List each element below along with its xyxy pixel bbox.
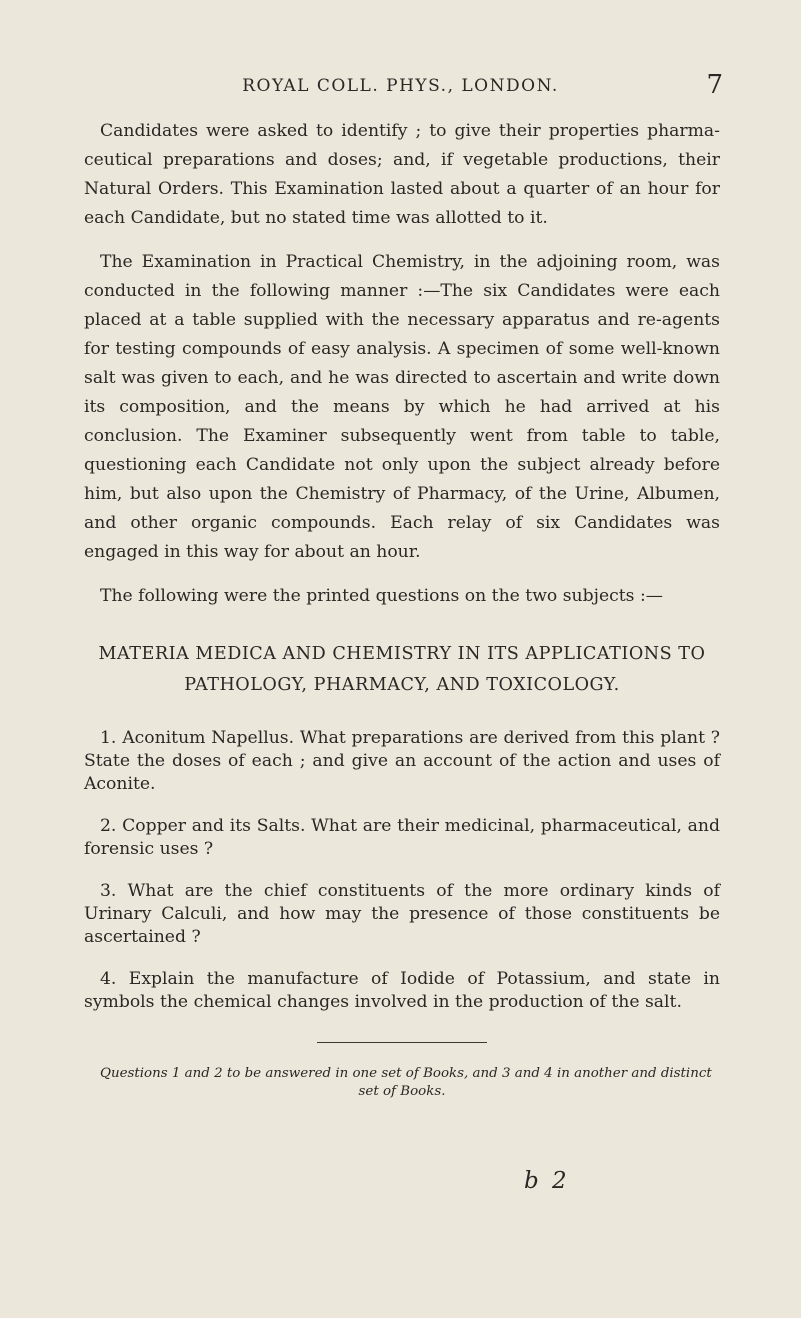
paragraph-practical-chemistry: The Examination in Practical Chemistry, in the adjoining room, was conducted in the following manner :—The six Candidates were each placed at a table supplied with the necessary apparatus and re-agents for testing compounds of easy analysis. A specimen of some well-known salt was given to each, and he was directed to ascertain and write down its composition, and the means by which he had arrived at his conclusion. The Examiner subsequently went from table to table, questioning each Candidate not only upon the subject already before him, but also upon the Chemistry of Pharmacy, of the Urine, Albumen, and other organic compounds. Each relay of six Candidates was engaged in this way for about an hour. (84, 252, 720, 562)
divider-rule (317, 1042, 487, 1043)
page-number: 7 (706, 70, 723, 100)
footnote-continuation: set of Books. (358, 1084, 446, 1099)
question-4: 4. Explain the manufacture of Iodide of Potassium, and state in symbols the chemical changes involved in the production of the salt. (84, 969, 720, 1012)
question-3: 3. What are the chief constituents of the more ordinary kinds of Urinary Calculi, and how may the presence of those constituents be ascertained ? (84, 881, 720, 947)
footnote: Questions 1 and 2 to be answered in one set of Books, and 3 and 4 in another and distinct (100, 1066, 712, 1081)
question-2: 2. Copper and its Salts. What are their medicinal, pharmaceutical, and forensic uses ? (84, 816, 720, 859)
section-heading-line-2: PATHOLOGY, PHARMACY, AND TOXICOLOGY. (184, 675, 620, 695)
section-heading-line-1: MATERIA MEDICA AND CHEMISTRY IN ITS APPLICATIONS TO (98, 644, 706, 664)
signature-mark: b 2 (524, 1168, 570, 1194)
paragraph-printed-questions-intro: The following were the printed questions on the two subjects :— (100, 586, 663, 606)
running-head (60, 70, 741, 100)
body-text (84, 117, 720, 1101)
question-1: 1. Aconitum Napellus. What preparations are derived from this plant ? State the doses of each ; and give an account of the action and uses of Aconite. (84, 728, 720, 794)
running-title: ROYAL COLL. PHYS., LONDON. (242, 76, 559, 96)
section-heading (84, 639, 720, 701)
paragraph-specimens: Candidates were asked to identify ; to give their properties pharma-ceutical preparations and doses; and, if vegetable productions, their Natural Orders. This Examination lasted about a quarter of an hour for each Candidate, but no stated time was allotted to it. (84, 121, 720, 228)
